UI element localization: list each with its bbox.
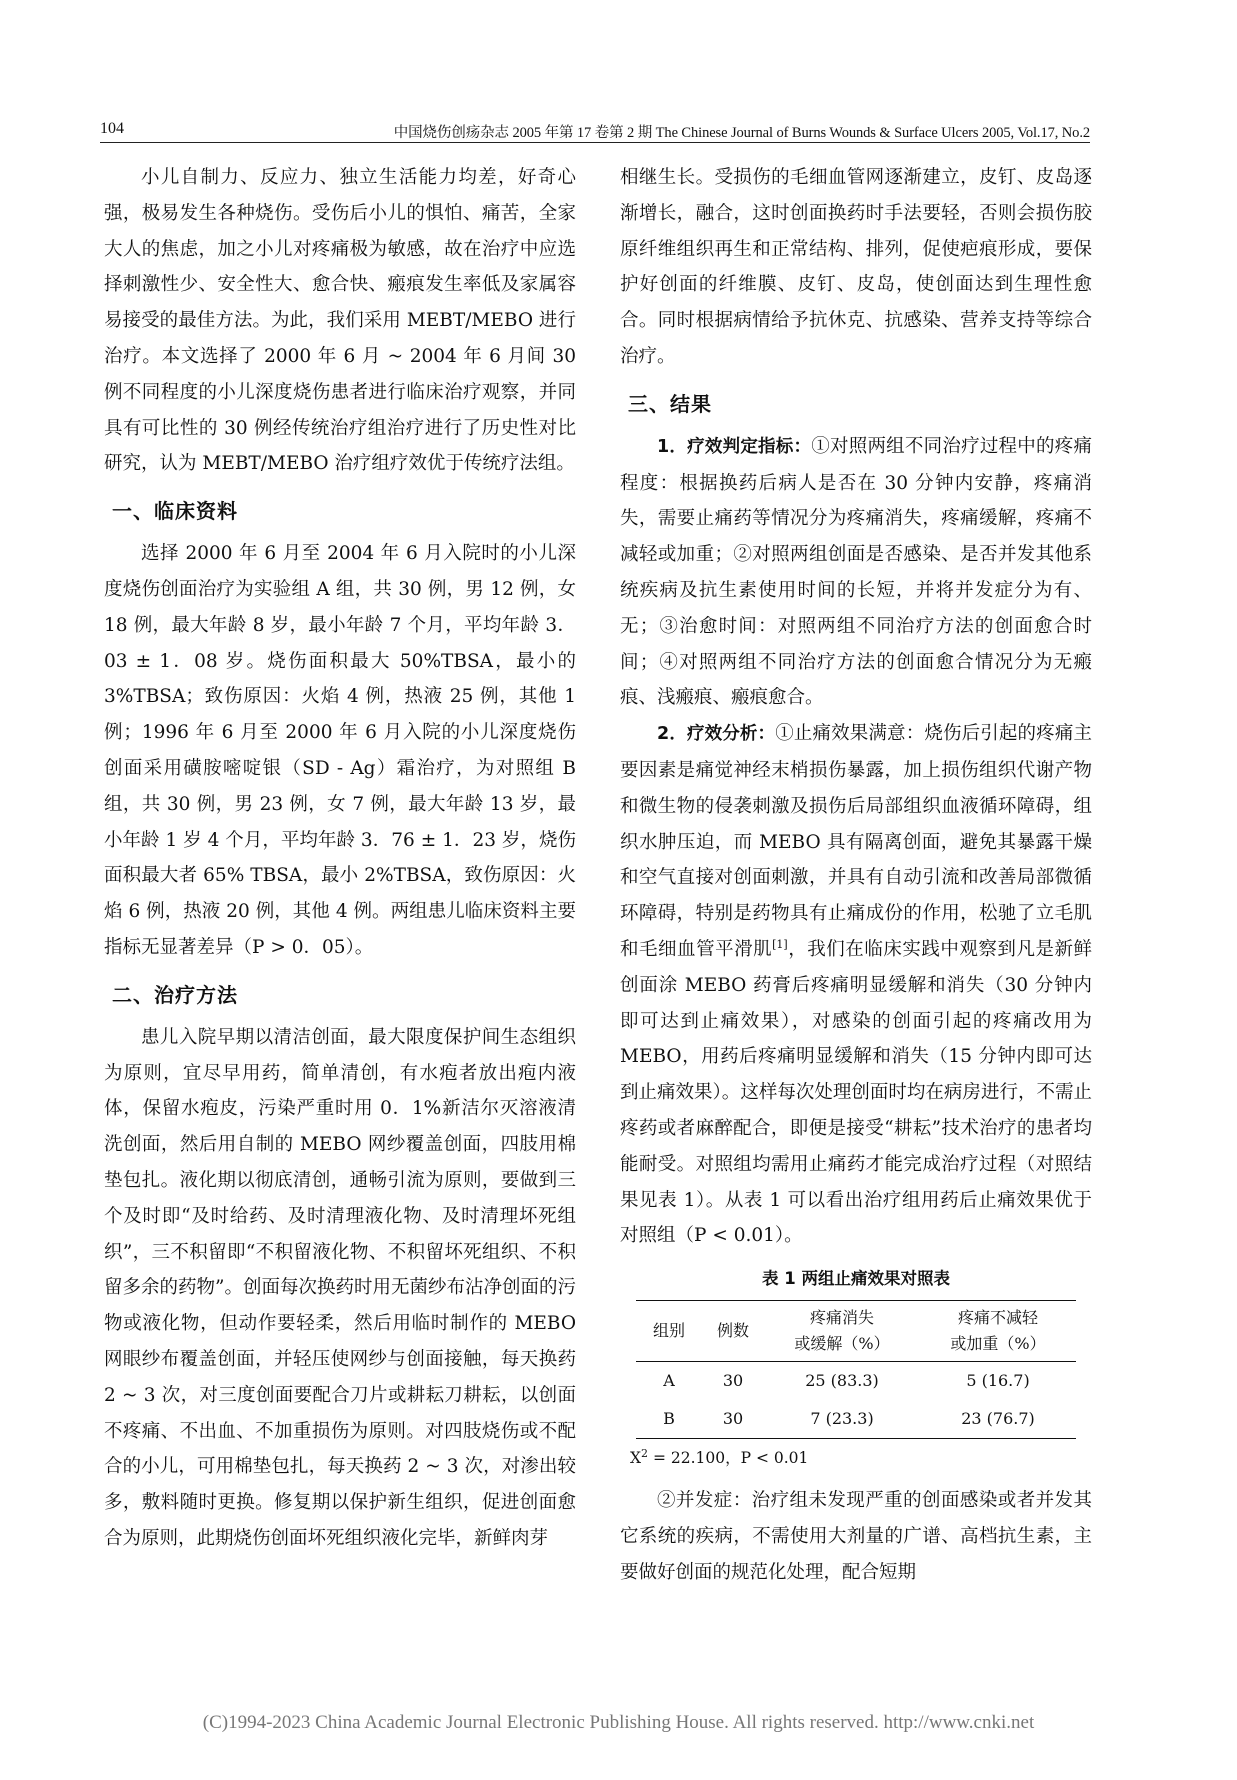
cell-group: A (663, 1371, 675, 1391)
header-relief-line2: 或缓解（%） (794, 1334, 890, 1354)
header-relief-line1: 疼痛消失 (809, 1308, 874, 1328)
cell-group: B (663, 1409, 675, 1429)
table-row (636, 1400, 1076, 1439)
header-cases: 例数 (716, 1321, 749, 1341)
section-heading-treatment: 二、治疗方法 (112, 982, 238, 1007)
cell-relief: 25 (83.3) (805, 1371, 879, 1391)
table-note (620, 1445, 1092, 1471)
section-heading-results: 三、结果 (628, 391, 712, 416)
table-caption: 表 1 两组止痛效果对照表 (762, 1269, 950, 1289)
cell-no-relief: 23 (76.7) (961, 1409, 1035, 1429)
analysis-label: 2．疗效分析： (657, 724, 776, 745)
pain-relief-table (636, 1300, 1076, 1439)
header-no-relief-line1: 疼痛不减轻 (957, 1308, 1038, 1328)
table-header-row (636, 1301, 1076, 1362)
cell-no-relief: 5 (16.7) (966, 1371, 1030, 1391)
analysis-text-a: ①止痛效果满意：烧伤后引起的疼痛主要因素是痛觉神经末梢损伤暴露，加上损伤组织代谢产物和微生物的侵袭刺激及损伤后局部组织血液循环障碍，组织水肿压迫，而 MEBO 具有隔离创面，避免其暴露干燥和空气直接对创面刺激，并具有自动引流和改善局部微循环障碍，特别是药物具有止痛成份的作用，松驰了立毛肌和毛细血管平滑肌 (620, 723, 1092, 960)
table-row (636, 1362, 1076, 1401)
cell-cases: 30 (722, 1409, 744, 1429)
cell-cases: 30 (722, 1371, 744, 1391)
table-note-chi: X (630, 1449, 642, 1468)
intro-paragraph: 小儿自制力、反应力、独立生活能力均差，好奇心强，极易发生各种烧伤。受伤后小儿的惧怕、痛苦，全家大人的焦虑，加之小儿对疼痛极为敏感，故在治疗中应选择刺激性少、安全性大、愈合快、瘢痕发生率低及家属容易接受的最佳方法。为此，我们采用 MEBT/MEBO 进行治疗。本文选择了 2000 年 6 月 ~ 2004 年 6 月间 30 例不同程度的小儿深度烧伤患者进行临床治疗观察，并同具有可比性的 30 例经传统治疗组治疗进行了历史性对比研究，认为 MEBT/MEBO 治疗组疗效优于传统疗法组。 (104, 167, 576, 475)
analysis-paragraph (620, 716, 1092, 1254)
complication-paragraph: ②并发症：治疗组未发现严重的创面感染或者并发其它系统的疾病，不需使用大剂量的广谱、高档抗生素，主要做好创面的规范化处理，配合短期 (620, 1490, 1092, 1583)
analysis-text-b: ，我们在临床实践中观察到凡是新鲜创面涂 MEBO 药膏后疼痛明显缓解和消失（30 分钟内即可达到止痛效果），对感染的创面引起的疼痛改用为 MEBO，用药后疼痛明显缓解和消失（15 分钟内即可达到止痛效果）。这样每次处理创面时均在病房进行，不需止疼药或者麻醉配合，即便是接受“耕耘”技术治疗的患者均能耐受。对照组均需用止痛药才能完成治疗过程（对照结果见表 1）。从表 1 可以看出治疗组用药后止痛效果优于对照组（P < 0.01）。 (620, 938, 1092, 1247)
running-header (100, 118, 1090, 143)
citation-ref: [1] (772, 937, 788, 951)
table-note-stat: = 22.100，P < 0.01 (648, 1449, 809, 1468)
header-no-relief-line2: 或加重（%） (950, 1334, 1046, 1354)
treatment-paragraph: 患儿入院早期以清洁创面，最大限度保护间生态组织为原则，宜尽早用药，简单清创，有水疱者放出疱内液体，保留水疱皮，污染严重时用 0．1%新洁尔灭溶液清洗创面，然后用自制的 MEBO 网纱覆盖创面，四肢用棉垫包扎。液化期以彻底清创，通畅引流为原则，要做到三个及时即“及时给药、及时清理液化物、及时清理坏死组织”，三不积留即“不积留液化物、不积留坏死组织、不积留多余的药物”。创面每次换药时用无菌纱布沾净创面的污物或液化物，但动作要轻柔，然后用临时制作的 MEBO 网眼纱布覆盖创面，并轻压使网纱与创面接触，每天换药 2 ~ 3 次，对三度创面要配合刀片或耕耘刀耕耘，以创面不疼痛、不出血、不加重损伤为原则。对四肢烧伤或不配合的小儿，可用棉垫包扎，每天换药 2 ~ 3 次，对渗出较多，敷料随时更换。修复期以保护新生组织，促进创面愈合为原则，此期烧伤创面坏死组织液化完毕，新鲜肉芽 (104, 1026, 576, 1549)
criteria-label: 1．疗效判定指标： (657, 436, 812, 457)
page-number: 104 (100, 120, 124, 137)
header-no-relief (920, 1301, 1076, 1362)
criteria-text: ①对照两组不同治疗过程中的疼痛程度：根据换药后病人是否在 30 分钟内安静，疼痛消失，需要止痛药等情况分为疼痛消失，疼痛缓解，疼痛不减轻或加重；②对照两组创面是否感染、是否并发其他系统疾病及抗生素使用时间的长短，并将并发症分为有、无；③治愈时间：对照两组不同治疗方法的创面愈合时间；④对照两组不同治疗方法的创面愈合情况分为无瘢痕、浅瘢痕、瘢痕愈合。 (620, 435, 1092, 709)
left-column (104, 160, 576, 1557)
right-column (620, 160, 1092, 1591)
criteria-paragraph (620, 429, 1092, 716)
cell-relief: 7 (23.3) (810, 1409, 874, 1429)
journal-title: 中国烧伤创疡杂志 2005 年第 17 卷第 2 期 The Chinese Journal of Burns Wounds & Surface Ulcers 2005, Vol.17, No.2 (393, 125, 1090, 141)
header-relief (764, 1301, 920, 1362)
section-heading-clinical-data: 一、临床资料 (112, 499, 238, 524)
treatment-continued-paragraph: 相继生长。受损伤的毛细血管网逐渐建立，皮钉、皮岛逐渐增长，融合，这时创面换药时手法要轻，否则会损伤胶原纤维组织再生和正常结构、排列，促使疤痕形成，要保护好创面的纤维膜、皮钉、皮岛，使创面达到生理性愈合。同时根据病情给予抗休克、抗感染、营养支持等综合治疗。 (620, 167, 1092, 367)
copyright-footer: (C)1994-2023 China Academic Journal Electronic Publishing House. All rights reserved. http://www.cnki.net (202, 1712, 1035, 1733)
clinical-data-paragraph: 选择 2000 年 6 月至 2004 年 6 月入院时的小儿深度烧伤创面治疗为实验组 A 组，共 30 例，男 12 例，女 18 例，最大年龄 8 岁，最小年龄 7 个月，平均年龄 3．03 ± 1．08 岁。烧伤面积最大 50%TBSA，最小的 3%TBSA；致伤原因：火焰 4 例，热液 25 例，其他 1 例；1996 年 6 月至 2000 年 6 月入院的小儿深度烧伤创面采用磺胺嘧啶银（SD - Ag）霜治疗，为对照组 B 组，共 30 例，男 23 例，女 7 例，最大年龄 13 岁，最小年龄 1 岁 4 个月，平均年龄 3．76 ± 1．23 岁，烧伤面积最大者 65% TBSA，最小 2%TBSA，致伤原因：火焰 6 例，热液 20 例，其他 4 例。两组患儿临床资料主要指标无显著差异（P > 0．05）。 (104, 543, 576, 958)
table-note-exponent: 2 (641, 1446, 649, 1460)
header-group: 组别 (652, 1321, 685, 1341)
